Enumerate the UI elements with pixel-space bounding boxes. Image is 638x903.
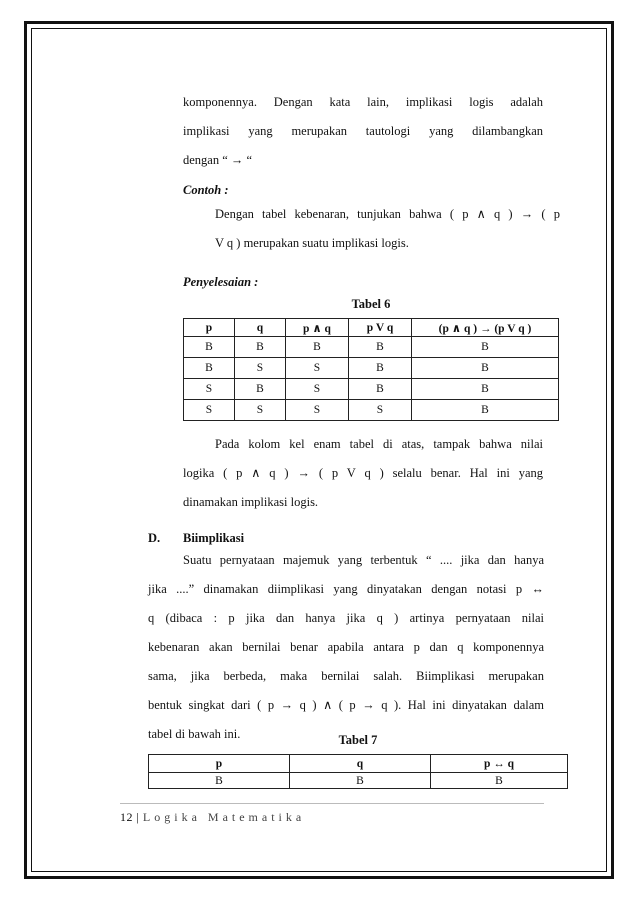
- intro-line-2: implikasi yang merupakan tautologi yang dilambangkan: [183, 124, 543, 138]
- section-d-paragraph: [148, 546, 544, 749]
- table6-header-cell: p V q: [349, 319, 412, 337]
- table7-header-row: [149, 755, 568, 773]
- contoh-label: Contoh :: [183, 183, 229, 197]
- table6-cell: B: [349, 358, 412, 379]
- table6-header-cell: p ∧ q: [286, 319, 349, 337]
- table6-cell: S: [235, 400, 286, 421]
- table6-cell: B: [349, 379, 412, 400]
- after-table-paragraph: [183, 430, 543, 517]
- table6-header-cell: q: [235, 319, 286, 337]
- section-d-line-3: q (dibaca : p jika dan hanya jika q ) artinya pernyataan nilai: [148, 611, 544, 625]
- intro-line-1: komponennya. Dengan kata lain, implikasi logis adalah: [183, 95, 543, 109]
- table7-cell: B: [431, 773, 568, 789]
- intro-paragraph: [183, 88, 543, 175]
- table-row: [184, 379, 559, 400]
- section-d-line-5: sama, jika berbeda, maka bernilai salah. Biimplikasi merupakan: [148, 669, 544, 683]
- table7-caption: Tabel 7: [338, 733, 378, 747]
- section-d-line-4: kebenaran akan bernilai benar apabila antara p dan q komponennya: [148, 640, 544, 654]
- footer-divider: [120, 803, 544, 804]
- page-number: 12 |: [120, 810, 140, 824]
- after-table-line-1: Pada kolom kel enam tabel di atas, tampak bahwa nilai: [215, 437, 543, 451]
- contoh-line-1: Dengan tabel kebenaran, tunjukan bahwa ( p ∧ q ) → ( p: [215, 207, 560, 221]
- table6-cell: B: [412, 400, 559, 421]
- section-d-line-6: bentuk singkat dari ( p → q ) ∧ ( p → q ). Hal ini dinyatakan dalam: [148, 698, 544, 712]
- table6-cell: S: [286, 379, 349, 400]
- table-row: [184, 400, 559, 421]
- table7-cell: B: [290, 773, 431, 789]
- table-row: [184, 358, 559, 379]
- table6-header-cell: p: [184, 319, 235, 337]
- table6-cell: S: [235, 358, 286, 379]
- contoh-line-2: V q ) merupakan suatu implikasi logis.: [215, 236, 409, 250]
- table6-cell: B: [235, 379, 286, 400]
- after-table-line-3: dinamakan implikasi logis.: [183, 495, 319, 509]
- table7-header-cell: p ↔ q: [431, 755, 568, 773]
- table7: [148, 754, 568, 789]
- table6-cell: S: [184, 400, 235, 421]
- intro-line-3: dengan “ → “: [183, 153, 253, 167]
- table7-header-cell: p: [149, 755, 290, 773]
- table6-cell: B: [184, 337, 235, 358]
- table6-cell: S: [184, 379, 235, 400]
- table7-cell: B: [149, 773, 290, 789]
- section-d-line-7: tabel di bawah ini.: [148, 727, 241, 741]
- footer-title: Logika Matematika: [142, 810, 306, 824]
- section-d-letter: D.: [148, 531, 161, 545]
- page-footer: [120, 810, 305, 825]
- section-d-title: Biimplikasi: [183, 531, 245, 545]
- contoh-paragraph: [215, 200, 560, 258]
- table6-cell: S: [286, 358, 349, 379]
- table-row: [184, 337, 559, 358]
- table6-caption: Tabel 6: [351, 297, 391, 311]
- table6-header-row: [184, 319, 559, 337]
- table6-cell: B: [412, 358, 559, 379]
- table6-cell: B: [412, 337, 559, 358]
- table6-cell: B: [286, 337, 349, 358]
- section-d-line-2: jika ....” dinamakan diimplikasi yang dinyatakan dengan notasi p ↔: [148, 582, 544, 596]
- table-row: [149, 773, 568, 789]
- table6-cell: B: [235, 337, 286, 358]
- table7-header-cell: q: [290, 755, 431, 773]
- table6-cell: S: [349, 400, 412, 421]
- table6-header-cell: (p ∧ q ) → (p V q ): [412, 319, 559, 337]
- table6-cell: B: [349, 337, 412, 358]
- table6-cell: B: [412, 379, 559, 400]
- after-table-line-2: logika ( p ∧ q ) → ( p V q ) selalu benar. Hal ini yang: [183, 466, 543, 480]
- table6-cell: B: [184, 358, 235, 379]
- table6: [183, 318, 559, 421]
- penyelesaian-label: Penyelesaian :: [183, 275, 259, 289]
- section-d-line-1: Suatu pernyataan majemuk yang terbentuk “ .... jika dan hanya: [183, 553, 544, 567]
- table6-cell: S: [286, 400, 349, 421]
